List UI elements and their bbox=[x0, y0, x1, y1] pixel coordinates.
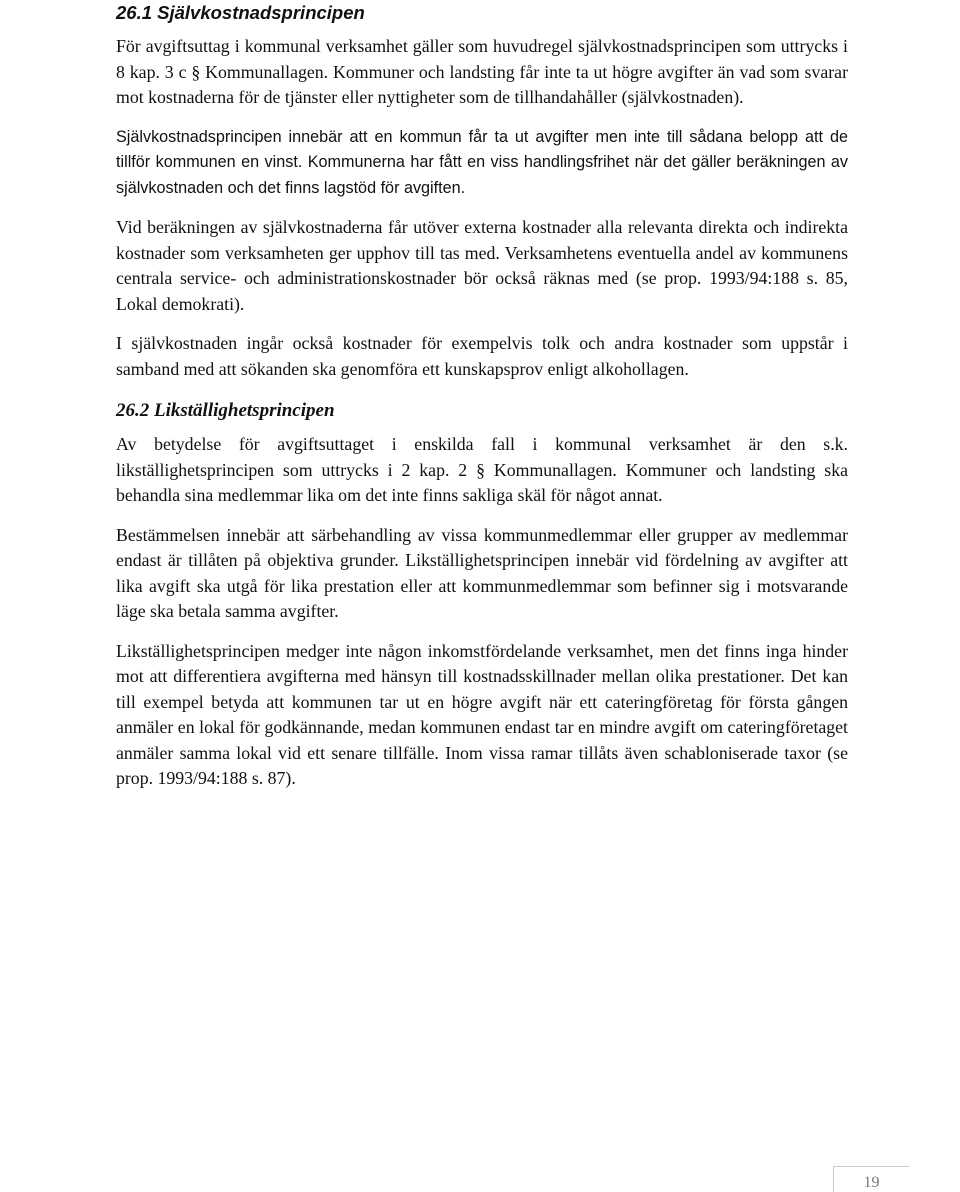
paragraph: Bestämmelsen innebär att särbehandling av vissa kommunmedlemmar eller grupper av medlemmar endast är tillåten på objektiva grunder. Likställighetsprincipen innebär vid fördelning av avgifter att lika avgift ska utgå för lika prestation eller att kommunmedlemmar som befinner sig i motsvarande läge ska betala samma avgifter. bbox=[116, 524, 848, 621]
paragraph: Av betydelse för avgiftsuttaget i enskilda fall i kommunal verksamhet är den s.k. likställighetsprincipen som uttrycks i 2 kap. 2 § Kommunallagen. Kommuner och landsting ska behandla sina medlemmar lika om det inte finns sakliga skäl för något annat. bbox=[116, 434, 848, 505]
paragraph: Likställighetsprincipen medger inte någon inkomstfördelande verksamhet, men det finns inga hinder mot att differentiera avgifterna med hänsyn till kostnadsskillnader mellan olika prestationer. Det kan till exempel betyda att kommunen tar ut en högre avgift när ett cateringföretag för första gången anmäler en lokal för godkännande, medan kommunen endast tar en mindre avgift om cateringföretaget anmäler samma lokal vid ett senare tillfälle. Inom vissa ramar tillåts även schabloniserade taxor (se prop. 1993/94:188 s. 87). bbox=[116, 640, 848, 788]
paragraph: För avgiftsuttag i kommunal verksamhet gäller som huvudregel självkostnadsprincipen som uttrycks i 8 kap. 3 c § Kommunallagen. Kommuner och landsting får inte ta ut högre avgifter än vad som svarar mot kostnaderna för de tjänster eller nyttigheter som de tillhandahåller (självkostnaden). bbox=[116, 36, 848, 107]
paragraph: Självkostnadsprincipen innebär att en kommun får ta ut avgifter men inte till sådana belopp att de tillför kommunen en vinst. Kommunerna har fått en viss handlingsfrihet när det gäller beräkningen av självkostnaden och det finns lagstöd för avgiften. bbox=[116, 127, 848, 197]
paragraph: Vid beräkningen av självkostnaderna får utöver externa kostnader alla relevanta direkta och indirekta kostnader som verksamheten ger upphov till tas med. Verksamhetens eventuella andel av kommunens centrala service- och administrationskostnader bör också räknas med (se prop. 1993/94:188 s. 85, Lokal demokrati). bbox=[116, 217, 848, 314]
section-heading-likstallighetsprincipen: 26.2 Likställighetsprincipen bbox=[116, 400, 335, 421]
section-heading-sjalvkostnadsprincipen: 26.1 Självkostnadsprincipen bbox=[116, 2, 365, 23]
page-number: 19 bbox=[863, 1174, 880, 1191]
page-number-box bbox=[833, 1166, 909, 1192]
paragraph: I självkostnaden ingår också kostnader för exempelvis tolk och andra kostnader som uppstår i samband med att sökanden ska genomföra ett kunskapsprov enligt alkohollagen. bbox=[116, 333, 848, 379]
document-page bbox=[116, 0, 848, 792]
